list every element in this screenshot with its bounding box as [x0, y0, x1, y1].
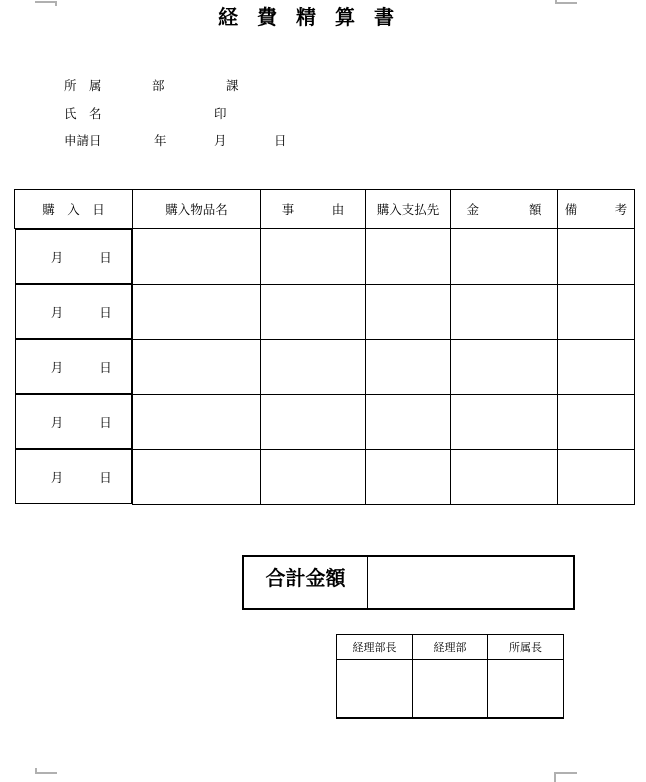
amount-cell — [451, 394, 558, 449]
expense-table-header-row — [15, 190, 635, 229]
purchase-date-cell — [15, 394, 133, 449]
payee-cell — [366, 339, 451, 394]
col-header-remarks: 備 考 — [558, 190, 635, 229]
col-header-purchase-date: 購 入 日 — [15, 190, 133, 229]
purchase-date-cell — [15, 284, 133, 339]
col-header-reason: 事 由 — [261, 190, 366, 229]
day-label: 日 — [99, 415, 112, 430]
payee-cell — [366, 449, 451, 504]
remarks-cell — [558, 229, 635, 285]
year-suffix-label: 年 — [154, 134, 167, 148]
apply-date-label: 申請日 — [64, 134, 102, 148]
page-title: 経費精算書 — [218, 7, 413, 29]
month-label: 月 — [50, 470, 64, 485]
total-amount-box — [242, 555, 575, 610]
reason-cell — [261, 284, 366, 339]
remarks-cell — [558, 394, 635, 449]
day-label: 日 — [99, 250, 112, 265]
expense-row — [15, 284, 635, 339]
remarks-cell — [558, 339, 635, 394]
accounting-manager-stamp-cell — [337, 660, 413, 718]
col-header-payee: 購入支払先 — [366, 190, 451, 229]
expense-row — [15, 394, 635, 449]
day-label: 日 — [99, 305, 112, 320]
purchase-date-cell — [15, 449, 133, 504]
amount-cell — [451, 284, 558, 339]
col-header-section-chief: 所属長 — [488, 635, 564, 660]
month-label: 月 — [50, 305, 64, 320]
text-boundary-mark-top-left — [35, 1, 57, 3]
col-header-item-name: 購入物品名 — [133, 190, 261, 229]
reason-cell — [261, 339, 366, 394]
reason-cell — [261, 229, 366, 285]
text-boundary-mark-bottom-left — [35, 772, 57, 774]
month-label: 月 — [50, 360, 64, 375]
section-chief-stamp-cell — [488, 660, 564, 718]
name-label: 氏 名 — [64, 107, 102, 121]
item-name-cell — [133, 229, 261, 285]
text-boundary-mark-bottom-right — [554, 772, 556, 782]
affiliation-label: 所 属 — [64, 79, 102, 93]
remarks-cell — [558, 284, 635, 339]
amount-cell — [451, 449, 558, 504]
department-suffix-label: 部 — [152, 79, 165, 93]
day-label: 日 — [99, 360, 112, 375]
approval-stamp-row — [337, 660, 564, 718]
text-boundary-mark-top-right — [555, 0, 557, 4]
item-name-cell — [133, 339, 261, 394]
approval-header-row — [337, 635, 564, 660]
text-boundary-mark-bottom-left — [35, 768, 37, 774]
month-suffix-label: 月 — [214, 134, 227, 148]
item-name-cell — [133, 394, 261, 449]
purchase-date-cell — [15, 229, 133, 284]
expense-row — [15, 449, 635, 504]
day-suffix-label: 日 — [274, 134, 287, 148]
purchase-date-cell — [15, 339, 133, 394]
month-label: 月 — [50, 250, 64, 265]
payee-cell — [366, 284, 451, 339]
col-header-accounting-manager: 経理部長 — [337, 635, 413, 660]
month-label: 月 — [50, 415, 64, 430]
approval-stamp-table — [336, 634, 564, 719]
amount-cell — [451, 339, 558, 394]
item-name-cell — [133, 284, 261, 339]
text-boundary-mark-top-right — [555, 2, 577, 4]
reason-cell — [261, 449, 366, 504]
col-header-accounting-dept: 経理部 — [413, 635, 488, 660]
amount-cell — [451, 229, 558, 285]
payee-cell — [366, 394, 451, 449]
expense-row — [15, 229, 635, 285]
expense-table — [14, 189, 635, 505]
section-suffix-label: 課 — [226, 79, 239, 93]
expense-row — [15, 339, 635, 394]
day-label: 日 — [99, 470, 112, 485]
remarks-cell — [558, 449, 635, 504]
total-amount-label: 合計金額 — [244, 557, 368, 608]
accounting-dept-stamp-cell — [413, 660, 488, 718]
seal-label: 印 — [214, 107, 227, 121]
col-header-amount: 金 額 — [451, 190, 558, 229]
reason-cell — [261, 394, 366, 449]
total-amount-value — [368, 557, 573, 608]
text-boundary-mark-bottom-right — [554, 772, 577, 774]
payee-cell — [366, 229, 451, 285]
item-name-cell — [133, 449, 261, 504]
